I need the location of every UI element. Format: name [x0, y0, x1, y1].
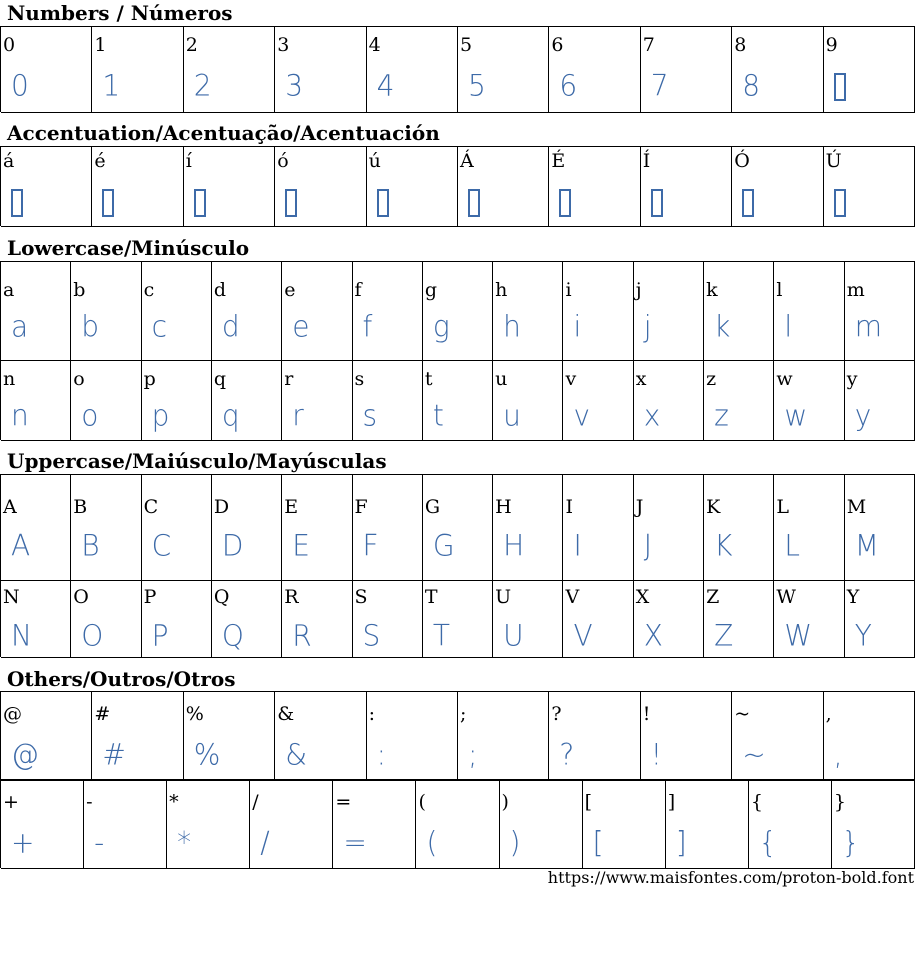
glyph-sample: &	[285, 737, 308, 772]
character-label: F	[354, 496, 368, 518]
glyph-sample: x	[643, 398, 661, 433]
glyph-cell	[353, 581, 423, 658]
glyph-sample: B	[81, 528, 100, 563]
glyph-sample: N	[11, 618, 32, 653]
glyph-sample: 8	[742, 68, 761, 103]
glyph-cell	[458, 692, 549, 781]
glyph-sample: 6	[559, 68, 578, 103]
character-label: H	[495, 496, 512, 518]
character-label: B	[73, 496, 88, 518]
numbers-grid	[0, 26, 915, 112]
glyph-sample: e	[292, 309, 310, 344]
character-label: w	[776, 368, 793, 390]
glyph-cell	[423, 581, 493, 658]
missing-glyph-box	[285, 189, 297, 217]
glyph-cell	[704, 475, 774, 581]
glyph-sample: S	[362, 618, 381, 653]
glyph-cell	[493, 262, 563, 361]
glyph-cell	[774, 262, 844, 361]
glyph-sample: O	[81, 618, 104, 653]
glyph-cell	[732, 27, 823, 113]
character-label: é	[94, 150, 106, 172]
character-label: %	[185, 703, 204, 725]
glyph-sample: s	[362, 398, 378, 433]
character-label: y	[846, 368, 858, 390]
glyph-sample: I	[573, 528, 582, 563]
glyph-cell	[634, 581, 704, 658]
glyph-cell	[423, 361, 493, 441]
glyph-cell	[845, 581, 915, 658]
glyph-sample: c	[151, 309, 168, 344]
glyph-cell	[282, 475, 352, 581]
glyph-cell	[824, 147, 915, 227]
glyph-cell	[634, 361, 704, 441]
glyph-cell	[1, 147, 92, 227]
glyph-sample: +	[11, 825, 35, 860]
glyph-sample: d	[221, 309, 240, 344]
glyph-cell	[774, 475, 844, 581]
character-label: 3	[277, 34, 290, 56]
glyph-cell	[423, 475, 493, 581]
glyph-sample: C	[151, 528, 172, 563]
missing-glyph-box	[834, 73, 846, 101]
glyph-sample: l	[784, 309, 793, 344]
glyph-cell	[184, 27, 275, 113]
footer-url[interactable]: https://www.maisfontes.com/proton-bold.font	[547, 868, 914, 887]
glyph-sample: *	[177, 825, 192, 860]
glyph-sample: E	[292, 528, 310, 563]
glyph-cell	[367, 147, 458, 227]
glyph-sample: Z	[714, 618, 734, 653]
glyph-cell	[549, 692, 640, 781]
glyph-sample: P	[151, 618, 169, 653]
character-label: +	[3, 791, 19, 813]
glyph-sample: b	[81, 309, 100, 344]
character-label: Ú	[825, 150, 842, 172]
glyph-cell	[275, 27, 366, 113]
glyph-sample: ,	[833, 737, 843, 772]
character-label: 0	[3, 34, 16, 56]
glyph-sample: !	[650, 737, 663, 772]
character-label: A	[3, 496, 17, 518]
glyph-cell	[184, 147, 275, 227]
glyph-sample: w	[784, 398, 808, 433]
glyph-sample: }	[841, 825, 860, 860]
glyph-cell	[641, 27, 732, 113]
glyph-sample: M	[854, 528, 879, 563]
glyph-cell	[583, 780, 666, 869]
glyph-cell	[367, 27, 458, 113]
glyph-cell	[832, 780, 915, 869]
glyph-sample: Y	[854, 618, 872, 653]
character-label: :	[368, 703, 375, 725]
character-label: U	[495, 586, 512, 608]
glyph-cell	[212, 262, 282, 361]
accents-title: Accentuation/Acentuação/Acentuación	[7, 121, 440, 145]
character-label: u	[495, 368, 508, 390]
lowercase-title: Lowercase/Minúsculo	[7, 236, 250, 260]
character-label: á	[3, 150, 15, 172]
glyph-cell	[71, 262, 141, 361]
glyph-cell	[704, 581, 774, 658]
glyph-cell	[416, 780, 499, 869]
glyph-cell	[71, 581, 141, 658]
character-label: t	[424, 368, 433, 390]
uppercase-grid	[0, 474, 915, 657]
character-label: Z	[706, 586, 720, 608]
character-label: b	[73, 279, 86, 301]
character-label: j	[635, 279, 642, 301]
character-label: ó	[277, 150, 289, 172]
glyph-cell	[458, 27, 549, 113]
glyph-sample: (	[426, 825, 438, 860]
character-label: !	[642, 703, 651, 725]
character-label: ~	[734, 703, 751, 725]
uppercase-title: Uppercase/Maiúsculo/Mayúsculas	[7, 449, 387, 473]
glyph-cell	[493, 361, 563, 441]
character-label: 1	[94, 34, 107, 56]
character-label: K	[706, 496, 721, 518]
character-label: I	[565, 496, 573, 518]
glyph-sample: #	[102, 737, 126, 772]
glyph-sample: m	[854, 309, 882, 344]
character-label: G	[424, 496, 441, 518]
numbers-title: Numbers / Números	[7, 1, 233, 25]
character-label: /	[252, 791, 259, 813]
glyph-cell	[641, 147, 732, 227]
glyph-cell	[250, 780, 333, 869]
glyph-sample: r	[292, 398, 304, 433]
glyph-sample: -	[94, 825, 105, 860]
glyph-cell	[275, 147, 366, 227]
missing-glyph-box	[468, 189, 480, 217]
character-label: f	[354, 279, 362, 301]
missing-glyph-box	[102, 189, 114, 217]
glyph-cell	[732, 147, 823, 227]
character-label: }	[833, 791, 846, 813]
others-title: Others/Outros/Otros	[7, 667, 236, 691]
glyph-cell	[333, 780, 416, 869]
glyph-cell	[92, 27, 183, 113]
glyph-cell	[1, 27, 92, 113]
glyph-sample: 4	[376, 68, 395, 103]
glyph-sample: J	[643, 528, 653, 563]
character-label: -	[86, 791, 93, 813]
character-label: P	[143, 586, 157, 608]
glyph-sample: g	[432, 309, 450, 344]
glyph-cell	[1, 692, 92, 781]
glyph-sample: /	[260, 825, 270, 860]
character-label: ?	[551, 703, 562, 725]
glyph-cell	[282, 581, 352, 658]
character-label: o	[73, 368, 85, 390]
others-grid-row2	[0, 779, 915, 868]
glyph-sample: j	[643, 309, 652, 344]
character-label: *	[169, 791, 179, 813]
glyph-cell	[71, 361, 141, 441]
glyph-sample: =	[343, 825, 367, 860]
character-label: a	[3, 279, 15, 301]
glyph-cell	[563, 475, 633, 581]
character-label: V	[565, 586, 580, 608]
character-label: ú	[368, 150, 381, 172]
character-label: 5	[460, 34, 473, 56]
glyph-cell	[549, 147, 640, 227]
character-label: N	[3, 586, 20, 608]
others-grid-row1	[0, 691, 915, 780]
character-label: C	[143, 496, 159, 518]
accents-grid	[0, 146, 915, 226]
glyph-sample: 3	[285, 68, 304, 103]
character-label: Á	[460, 150, 474, 172]
glyph-sample: X	[643, 618, 663, 653]
character-label: h	[495, 279, 508, 301]
glyph-cell	[142, 361, 212, 441]
character-label: É	[551, 150, 566, 172]
character-label: e	[284, 279, 296, 301]
glyph-cell	[563, 581, 633, 658]
glyph-cell	[549, 27, 640, 113]
character-label: 4	[368, 34, 381, 56]
character-label: 2	[185, 34, 198, 56]
glyph-sample: [	[592, 825, 604, 860]
glyph-sample: y	[854, 398, 872, 433]
glyph-sample: T	[432, 618, 450, 653]
glyph-cell	[563, 361, 633, 441]
glyph-cell	[142, 475, 212, 581]
character-label: L	[776, 496, 789, 518]
glyph-cell	[212, 581, 282, 658]
character-label: Q	[213, 586, 230, 608]
glyph-sample: p	[151, 398, 170, 433]
missing-glyph-box	[11, 189, 23, 217]
character-label: n	[3, 368, 16, 390]
glyph-sample: u	[503, 398, 521, 433]
glyph-cell	[353, 262, 423, 361]
glyph-cell	[1, 262, 71, 361]
character-label: =	[335, 791, 352, 813]
character-label: (	[418, 791, 426, 813]
glyph-cell	[666, 780, 749, 869]
glyph-cell	[92, 692, 183, 781]
glyph-cell	[704, 262, 774, 361]
glyph-cell	[774, 361, 844, 441]
glyph-sample: n	[11, 398, 29, 433]
character-label: R	[284, 586, 299, 608]
glyph-cell	[212, 361, 282, 441]
glyph-sample: a	[11, 309, 29, 344]
glyph-sample: A	[11, 528, 31, 563]
glyph-sample: v	[573, 398, 591, 433]
glyph-cell	[167, 780, 250, 869]
glyph-sample: h	[503, 309, 521, 344]
character-label: Ó	[734, 150, 750, 172]
glyph-cell	[824, 27, 915, 113]
glyph-sample: {	[758, 825, 777, 860]
character-label: O	[73, 586, 89, 608]
character-label: Í	[642, 150, 651, 172]
glyph-cell	[282, 361, 352, 441]
glyph-sample: D	[221, 528, 244, 563]
glyph-cell	[824, 692, 915, 781]
character-label: W	[776, 586, 796, 608]
glyph-sample: z	[714, 398, 729, 433]
glyph-cell	[732, 692, 823, 781]
character-label: i	[565, 279, 572, 301]
glyph-cell	[92, 147, 183, 227]
glyph-cell	[71, 475, 141, 581]
glyph-cell	[282, 262, 352, 361]
glyph-cell	[142, 262, 212, 361]
character-label: E	[284, 496, 299, 518]
character-label: 7	[642, 34, 655, 56]
character-label: @	[3, 703, 22, 725]
glyph-cell	[1, 581, 71, 658]
character-label: d	[213, 279, 227, 301]
glyph-cell	[142, 581, 212, 658]
glyph-cell	[493, 475, 563, 581]
glyph-sample: @	[11, 737, 39, 772]
character-label: r	[284, 368, 294, 390]
glyph-cell	[704, 361, 774, 441]
character-label: v	[565, 368, 577, 390]
character-label: 9	[825, 34, 838, 56]
glyph-cell	[845, 475, 915, 581]
glyph-sample: ]	[675, 825, 687, 860]
character-label: D	[213, 496, 230, 518]
character-label: #	[94, 703, 111, 725]
glyph-cell	[563, 262, 633, 361]
lowercase-grid	[0, 261, 915, 440]
missing-glyph-box	[559, 189, 571, 217]
character-label: ;	[460, 703, 467, 725]
glyph-cell	[423, 262, 493, 361]
glyph-sample: G	[432, 528, 455, 563]
glyph-cell	[500, 780, 583, 869]
character-label: ,	[825, 703, 832, 725]
glyph-cell	[1, 361, 71, 441]
glyph-sample: ?	[559, 737, 575, 772]
character-label: g	[424, 279, 438, 301]
character-label: X	[635, 586, 650, 608]
glyph-sample: 7	[650, 68, 669, 103]
character-label: Y	[846, 586, 860, 608]
glyph-cell	[367, 692, 458, 781]
character-label: ]	[667, 791, 676, 813]
glyph-sample: W	[784, 618, 813, 653]
glyph-sample: H	[503, 528, 525, 563]
character-label: k	[706, 279, 718, 301]
glyph-sample: ~	[742, 737, 766, 772]
glyph-cell	[641, 692, 732, 781]
character-label: )	[501, 791, 509, 813]
glyph-sample: V	[573, 618, 593, 653]
glyph-sample: :	[376, 737, 387, 772]
character-label: c	[143, 279, 155, 301]
glyph-sample: 5	[468, 68, 486, 103]
character-label: q	[213, 368, 227, 390]
glyph-sample: L	[784, 528, 800, 563]
character-label: 6	[551, 34, 564, 56]
glyph-sample: 2	[193, 68, 212, 103]
missing-glyph-box	[651, 189, 663, 217]
glyph-cell	[184, 692, 275, 781]
glyph-sample: ;	[468, 737, 478, 772]
character-label: p	[143, 368, 156, 390]
character-label: J	[635, 496, 644, 518]
glyph-cell	[458, 147, 549, 227]
glyph-sample: 1	[102, 68, 121, 103]
glyph-cell	[275, 692, 366, 781]
glyph-cell	[845, 262, 915, 361]
character-label: í	[185, 150, 192, 172]
glyph-cell	[1, 475, 71, 581]
missing-glyph-box	[377, 189, 389, 217]
character-label: m	[846, 279, 865, 301]
character-label: z	[706, 368, 717, 390]
glyph-cell	[774, 581, 844, 658]
glyph-sample: i	[573, 309, 582, 344]
character-label: s	[354, 368, 365, 390]
missing-glyph-box	[834, 189, 846, 217]
character-label: {	[750, 791, 763, 813]
glyph-sample: t	[432, 398, 444, 433]
glyph-cell	[353, 475, 423, 581]
glyph-cell	[212, 475, 282, 581]
missing-glyph-box	[742, 189, 754, 217]
glyph-cell	[634, 475, 704, 581]
glyph-sample: U	[503, 618, 524, 653]
glyph-cell	[353, 361, 423, 441]
glyph-sample: f	[362, 309, 373, 344]
glyph-sample: R	[292, 618, 312, 653]
glyph-sample: %	[193, 737, 221, 772]
glyph-sample: k	[714, 309, 731, 344]
glyph-cell	[845, 361, 915, 441]
glyph-cell	[84, 780, 167, 869]
glyph-sample: K	[714, 528, 733, 563]
glyph-sample: 0	[11, 68, 29, 103]
character-label: l	[776, 279, 783, 301]
glyph-cell	[749, 780, 832, 869]
character-label: 8	[734, 34, 747, 56]
glyph-sample: q	[221, 398, 240, 433]
glyph-sample: Q	[221, 618, 244, 653]
glyph-cell	[634, 262, 704, 361]
character-label: [	[584, 791, 593, 813]
character-label: &	[277, 703, 295, 725]
glyph-sample: o	[81, 398, 99, 433]
character-label: M	[846, 496, 867, 518]
glyph-sample: F	[362, 528, 379, 563]
character-label: S	[354, 586, 368, 608]
glyph-cell	[1, 780, 84, 869]
glyph-sample: )	[509, 825, 521, 860]
character-label: x	[635, 368, 647, 390]
character-label: T	[424, 586, 438, 608]
glyph-cell	[493, 581, 563, 658]
missing-glyph-box	[194, 189, 206, 217]
